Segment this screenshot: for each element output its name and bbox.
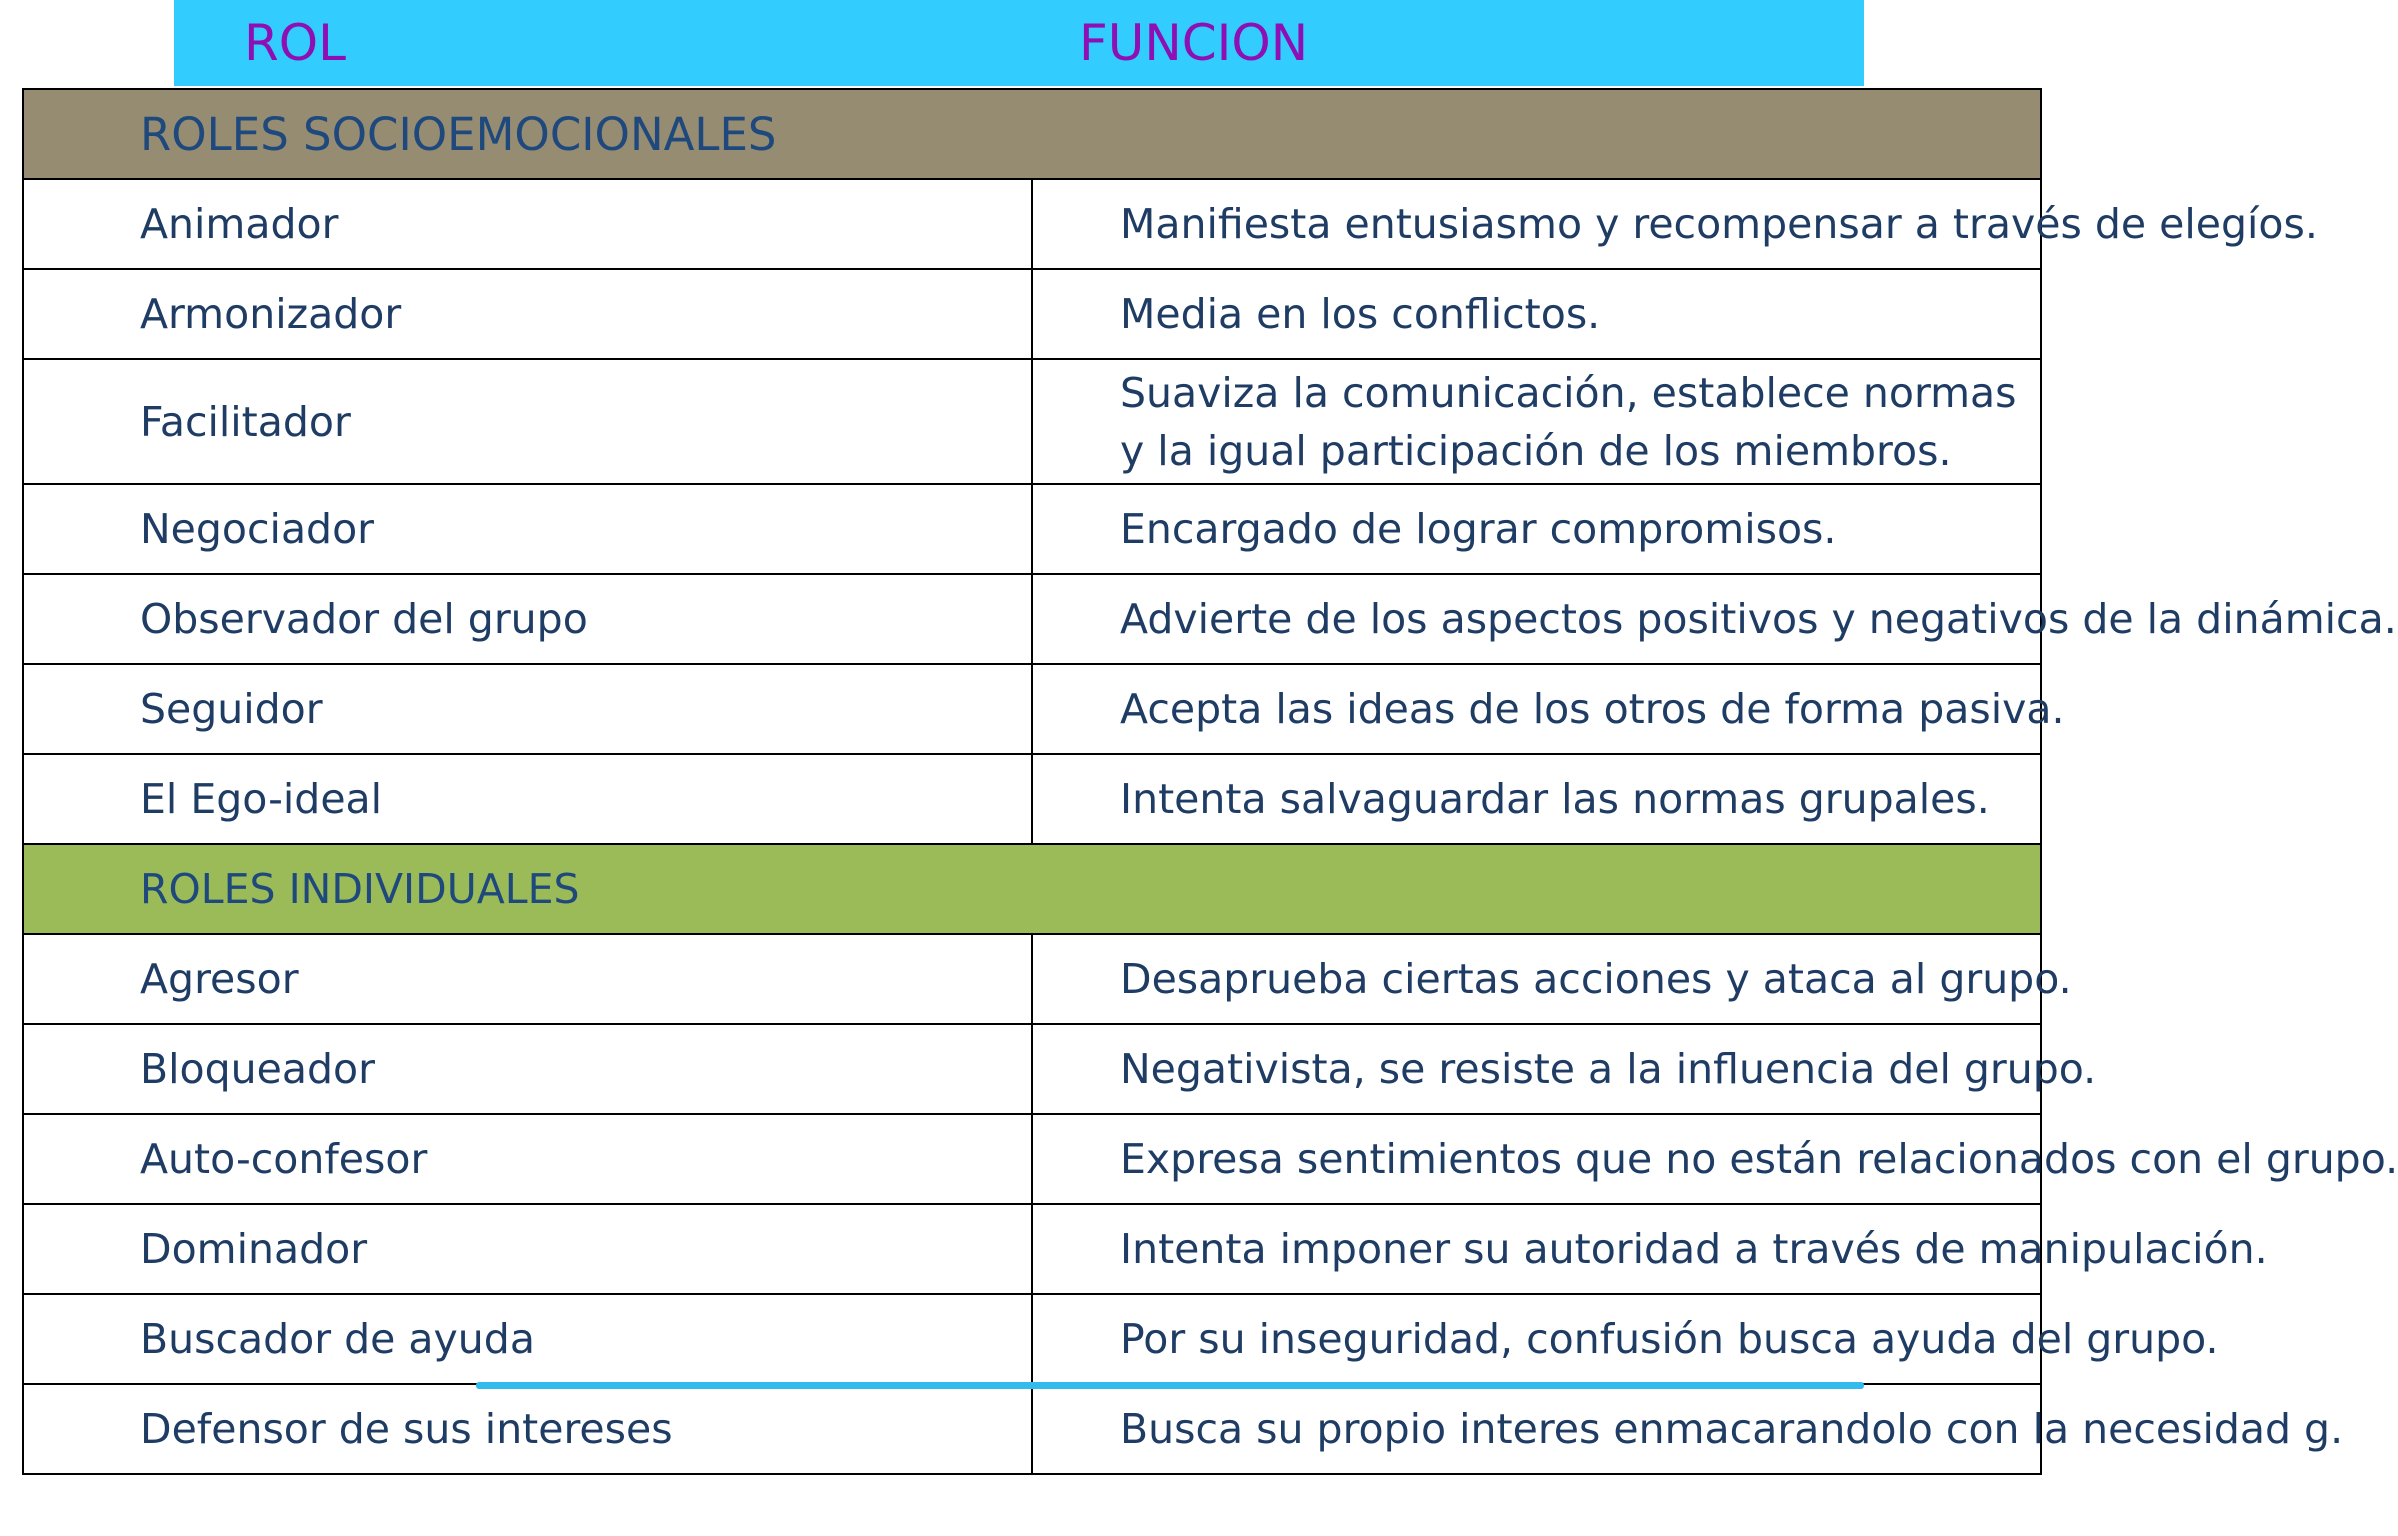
rol-cell: Bloqueador [23,1024,1032,1114]
funcion-cell: Intenta salvaguardar las normas grupales. [1032,754,2041,844]
rol-cell: Defensor de sus intereses [23,1384,1032,1474]
table-row [23,574,2041,664]
rol-cell: Agresor [23,934,1032,1024]
rol-cell: Negociador [23,484,1032,574]
header-funcion: FUNCION [1079,14,1309,72]
funcion-cell: Advierte de los aspectos positivos y negativos de la dinámica. [1032,574,2041,664]
funcion-cell: Suaviza la comunicación, establece normas y la igual participación de los miembros. [1032,359,2041,484]
funcion-cell: Busca su propio interes enmacarandolo con la necesidad g. [1032,1384,2041,1474]
funcion-cell: Intenta imponer su autoridad a través de manipulación. [1032,1204,2041,1294]
funcion-cell: Negativista, se resiste a la influencia del grupo. [1032,1024,2041,1114]
funcion-cell: Expresa sentimientos que no están relacionados con el grupo. [1032,1114,2041,1204]
decorative-strike-line [476,1382,1864,1389]
table-row [23,359,2041,484]
section-title: ROLES SOCIOEMOCIONALES [23,89,2041,179]
funcion-cell: Encargado de lograr compromisos. [1032,484,2041,574]
funcion-cell: Por su inseguridad, confusión busca ayuda del grupo. [1032,1294,2041,1384]
table-row [23,1294,2041,1384]
column-header-bar [174,0,1864,86]
section-title: ROLES INDIVIDUALES [23,844,2041,934]
rol-cell: Animador [23,179,1032,269]
funcion-cell: Desaprueba ciertas acciones y ataca al grupo. [1032,934,2041,1024]
table-row [23,1384,2041,1474]
rol-cell: Seguidor [23,664,1032,754]
rol-cell: Observador del grupo [23,574,1032,664]
table-row [23,269,2041,359]
table-row [23,484,2041,574]
rol-cell: Dominador [23,1204,1032,1294]
table-row [23,1114,2041,1204]
rol-cell: Facilitador [23,359,1032,484]
table-row [23,934,2041,1024]
rol-cell: Armonizador [23,269,1032,359]
funcion-cell: Manifiesta entusiasmo y recompensar a través de elegíos. [1032,179,2041,269]
roles-table [22,88,2398,1475]
section-header-individuales [23,844,2041,934]
table-row [23,754,2041,844]
rol-cell: Auto-confesor [23,1114,1032,1204]
rol-cell: El Ego-ideal [23,754,1032,844]
table-row [23,664,2041,754]
funcion-cell: Acepta las ideas de los otros de forma pasiva. [1032,664,2041,754]
table-row [23,1024,2041,1114]
section-header-socioemocionales [23,89,2041,179]
funcion-cell: Media en los conflictos. [1032,269,2041,359]
header-rol: ROL [244,14,346,72]
table-row [23,1204,2041,1294]
table-row [23,179,2041,269]
rol-cell: Buscador de ayuda [23,1294,1032,1384]
